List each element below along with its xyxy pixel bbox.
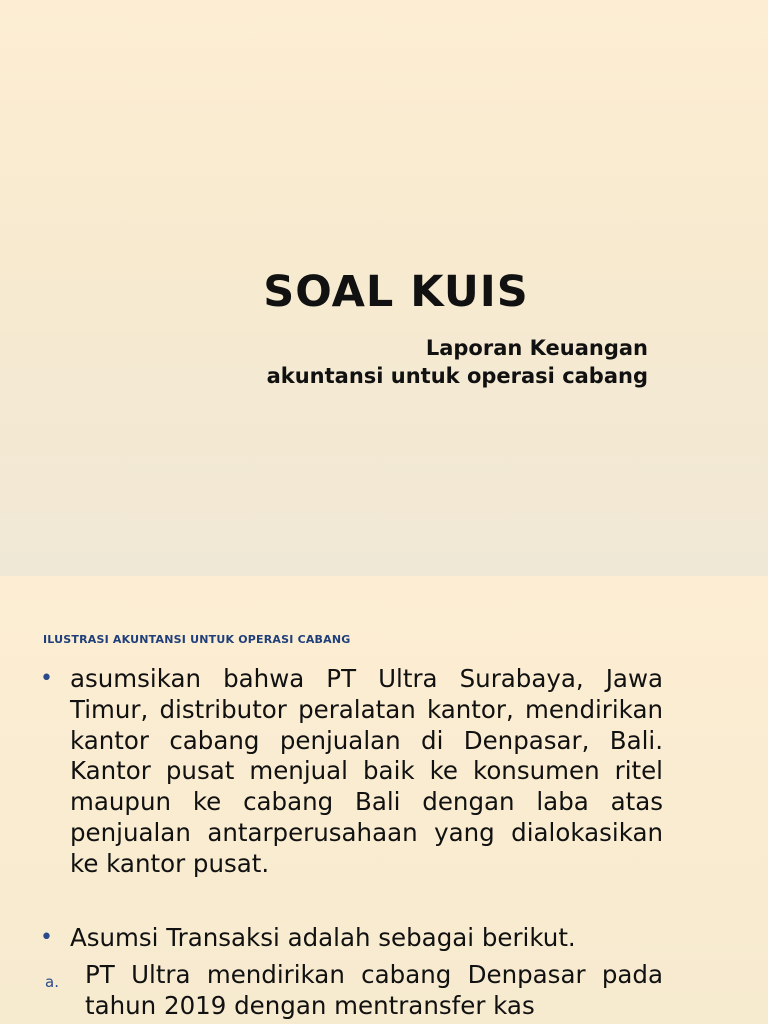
list-item: [40, 664, 663, 880]
bullet-icon: •: [40, 666, 53, 691]
slide-title: SOAL KUIS: [263, 267, 529, 317]
subtitle-line-1: Laporan Keuangan: [425, 336, 648, 360]
slide-heading: ILUSTRASI AKUNTANSI UNTUK OPERASI CABANG: [43, 633, 351, 646]
sub-item-text: PT Ultra mendirikan cabang Denpasar pada tahun 2019 dengan mentransfer kas: [85, 960, 663, 1020]
bullet-text: Asumsi Transaksi adalah sebagai berikut.: [70, 923, 576, 952]
subtitle-line-2: akuntansi untuk operasi cabang: [266, 364, 648, 388]
bullet-text: asumsikan bahwa PT Ultra Surabaya, Jawa Timur, distributor peralatan kantor, mendirikan kantor cabang penjualan di Denpasar, Bali. Kantor pusat menjual baik ke konsumen ritel maupun ke cabang Bali dengan laba atas penjualan antarperusahaan yang dialokasikan ke kantor pusat.: [70, 664, 663, 878]
bullet-icon: •: [40, 925, 53, 950]
sub-item-marker: a.: [45, 973, 59, 991]
slide-subtitle: [267, 334, 648, 390]
list-item: [40, 923, 663, 954]
content-slide: [0, 576, 768, 1024]
sub-list-item: [45, 960, 663, 1022]
